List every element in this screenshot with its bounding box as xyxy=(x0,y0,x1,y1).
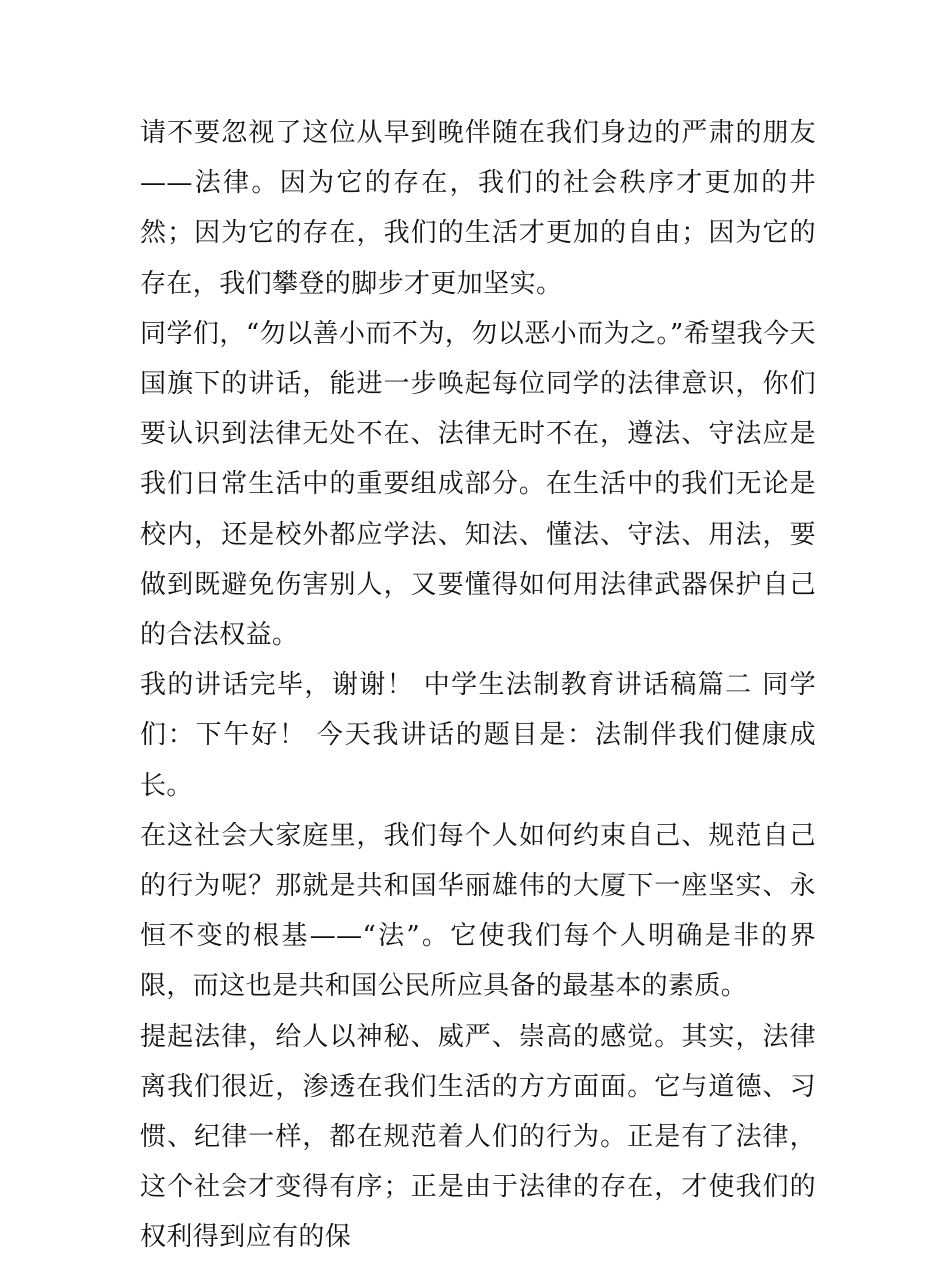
paragraph-4: 在这社会大家庭里，我们每个人如何约束自己、规范自己的行为呢？那就是共和国华丽雄伟的大厦下一座坚实、永恒不变的根基——“法”。它使我们每个人明确是非的界限，而这也是共和国公民所应具备的最基本的素质。 xyxy=(140,820,816,1002)
paragraph-1: 请不要忽视了这位从早到晚伴随在我们身边的严肃的朋友——法律。因为它的存在，我们的社会秩序才更加的井然；因为它的存在，我们的生活才更加的自由；因为它的存在，我们攀登的脚步才更加坚实。 xyxy=(140,118,816,299)
paragraph-2: 同学们，“勿以善小而不为，勿以恶小而为之。”希望我今天国旗下的讲话，能进一步唤起每位同学的法律意识，你们要认识到法律无处不在、法律无时不在，遵法、守法应是我们日常生活中的重要组成部分。在生活中的我们无论是校内，还是校外都应学法、知法、懂法、守法、用法，要做到既避免伤害别人，又要懂得如何用法律武器保护自己的合法权益。 xyxy=(140,318,816,651)
body-text xyxy=(140,108,816,1263)
paragraph-5: 提起法律，给人以神秘、威严、崇高的感觉。其实，法律离我们很近，渗透在我们生活的方方面面。它与道德、习惯、纪律一样，都在规范着人们的行为。正是有了法律，这个社会才变得有序；正是由于法律的存在，才使我们的权利得到应有的保 xyxy=(140,1021,816,1253)
paragraph-3: 我的讲话完毕，谢谢！ 中学生法制教育讲话稿篇二 同学们：下午好！ 今天我讲话的题目是：法制伴我们健康成长。 xyxy=(140,670,816,801)
